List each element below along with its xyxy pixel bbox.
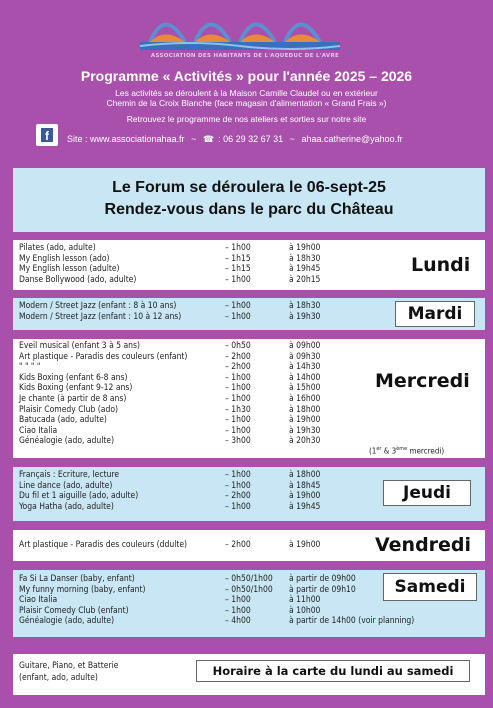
- location-line-1: Les activités se déroulent à la Maison Camille Claudel ou en extérieur: [115, 88, 378, 98]
- samedi-duration: – 4h00: [225, 616, 251, 627]
- day-label-mardi: Mardi: [395, 301, 475, 327]
- section-lundi: [13, 240, 485, 290]
- samedi-activity: Fa Si La Danser (baby, enfant): [19, 574, 135, 584]
- mercredi-duration: – 2h00: [225, 362, 251, 373]
- horaire-box: Horaire à la carte du lundi au samedi: [196, 660, 470, 682]
- mercredi-start-time: à 19h00: [289, 415, 321, 426]
- jeudi-duration: – 1h00: [225, 480, 251, 491]
- mercredi-activity: Plaisir Comedy Club (ado): [19, 404, 118, 415]
- lundi-activity: My English lesson (ado): [19, 253, 110, 264]
- mercredi-start-time: à 14h00: [289, 372, 321, 383]
- lundi-duration: – 1h00: [225, 243, 251, 253]
- mercredi-duration: – 1h00: [225, 372, 251, 383]
- mercredi-activity: Kids Boxing (enfant 9-12 ans): [19, 383, 133, 394]
- mercredi-duration: – 1h00: [225, 394, 251, 404]
- samedi-duration: – 0h50/1h00: [225, 574, 273, 584]
- vendredi-activity: Art plastique - Paradis des couleurs (ddulte): [19, 540, 188, 550]
- mercredi-start-time: à 20h30: [289, 436, 321, 447]
- jeudi-start-time: à 19h00: [289, 491, 321, 502]
- samedi-duration: – 0h50/1h00: [225, 584, 273, 595]
- jeudi-duration: – 1h00: [225, 470, 251, 480]
- lundi-start-time: à 19h00: [289, 243, 321, 253]
- day-label-vendredi: Vendredi: [375, 534, 472, 556]
- section-jeudi: [13, 467, 485, 521]
- mercredi-activity: Batucada (ado, adulte): [19, 415, 107, 426]
- samedi-duration: – 1h00: [225, 605, 251, 616]
- jeudi-duration: – 1h00: [225, 501, 251, 512]
- forum-location: Rendez-vous dans le parc du Château: [104, 201, 394, 218]
- samedi-activity: My funny morning (baby, enfant): [19, 584, 146, 595]
- lundi-activity: Danse Bollywood (ado, adulte): [19, 274, 137, 285]
- logo-caption: ASSOCIATION DES HABITANTS DE L'AQUEDUC DE L'AVRE: [150, 53, 340, 59]
- phone-icon: ☎: [202, 134, 215, 144]
- music-line-2: (enfant, ado, adulte): [19, 673, 98, 683]
- mercredi-activity: Art plastique - Paradis des couleurs (enfant): [19, 351, 188, 362]
- lundi-activity: My English lesson (adulte): [19, 264, 120, 275]
- website-invite: Retrouvez le programme de nos ateliers et sorties sur notre site: [126, 114, 367, 124]
- mercredi-duration: – 1h00: [225, 425, 251, 436]
- section-samedi: [13, 570, 485, 637]
- mercredi-duration: – 1h00: [225, 383, 251, 394]
- jeudi-activity: Du fil et 1 aiguille (ado, adulte): [19, 491, 139, 502]
- lundi-start-time: à 20h15: [289, 274, 321, 285]
- lundi-start-time: à 19h45: [289, 264, 321, 275]
- mercredi-activity: Ciao Italia: [19, 425, 58, 436]
- samedi-start-time: à partir de 09h10: [289, 584, 356, 595]
- forum-banner: [13, 168, 485, 232]
- mercredi-duration: – 2h00: [225, 351, 251, 362]
- section-vendredi: [13, 530, 485, 561]
- jeudi-activity: Yoga Hatha (ado, adulte): [19, 501, 114, 512]
- lundi-duration: – 1h15: [225, 253, 251, 264]
- day-label-lundi: Lundi: [411, 254, 471, 276]
- mardi-start-time: à 19h30: [289, 311, 321, 322]
- section-mardi: [13, 298, 485, 330]
- mardi-activity: Modern / Street Jazz (enfant : 10 à 12 ans): [19, 311, 182, 322]
- mercredi-activity: Je chante (à partir de 8 ans): [19, 394, 127, 404]
- mercredi-duration: – 1h00: [225, 415, 251, 426]
- mardi-activity: Modern / Street Jazz (enfant : 8 à 10 ans): [19, 301, 177, 311]
- mercredi-start-time: à 19h30: [289, 425, 321, 436]
- mercredi-start-time: à 09h00: [289, 341, 321, 351]
- vendredi-duration: – 2h00: [225, 540, 251, 550]
- facebook-icon[interactable]: f: [36, 124, 58, 146]
- association-logo: [140, 2, 350, 60]
- mercredi-note: (1er & 3ème mercredi): [369, 446, 445, 456]
- jeudi-activity: Français : Ecriture, lecture: [19, 470, 120, 480]
- samedi-duration: – 1h00: [225, 595, 251, 606]
- mercredi-activity: Généalogie (ado, adulte): [19, 436, 115, 447]
- samedi-start-time: à 10h00: [289, 605, 321, 616]
- jeudi-start-time: à 18h00: [289, 470, 321, 480]
- lundi-duration: – 1h00: [225, 274, 251, 285]
- jeudi-activity: Line dance (ado, adulte): [19, 480, 113, 491]
- lundi-start-time: à 18h30: [289, 253, 321, 264]
- samedi-activity: Plaisir Comedy Club (enfant): [19, 605, 129, 616]
- mardi-duration: – 1h00: [225, 301, 251, 311]
- section-mercredi: [13, 339, 485, 458]
- samedi-start-time: à partir de 14h00 (voir planning): [289, 616, 415, 627]
- jeudi-duration: – 2h00: [225, 491, 251, 502]
- mercredi-activity: Eveil musical (enfant 3 à 5 ans): [19, 341, 140, 351]
- section-music: [13, 654, 485, 695]
- samedi-activity: Généalogie (ado, adulte): [19, 616, 115, 627]
- lundi-duration: – 1h15: [225, 264, 251, 275]
- mercredi-start-time: à 16h00: [289, 394, 321, 404]
- program-title: Programme « Activités » pour l'année 2025 – 2026: [80, 68, 413, 84]
- email-link[interactable]: ahaa.catherine@yahoo.fr: [301, 134, 403, 144]
- site-link[interactable]: Site : www.associationahaa.fr: [67, 134, 185, 144]
- mardi-duration: – 1h00: [225, 311, 251, 322]
- phone-number: : 06 29 32 67 31: [218, 134, 284, 144]
- mercredi-activity: Kids Boxing (enfant 6-8 ans): [19, 372, 128, 383]
- day-label-jeudi: Jeudi: [383, 480, 471, 506]
- mercredi-start-time: à 18h00: [289, 404, 321, 415]
- mercredi-start-time: à 15h00: [289, 383, 321, 394]
- mardi-start-time: à 18h30: [289, 301, 321, 311]
- separator: ~: [289, 134, 295, 144]
- vendredi-start-time: à 19h00: [289, 540, 321, 550]
- mercredi-start-time: à 09h30: [289, 351, 321, 362]
- mercredi-duration: – 1h30: [225, 404, 251, 415]
- contact-line: [67, 134, 407, 145]
- mercredi-activity: " " " ": [19, 362, 41, 373]
- mercredi-duration: – 3h00: [225, 436, 251, 447]
- day-label-mercredi: Mercredi: [375, 370, 470, 392]
- music-line-1: Guitare, Piano, et Batterie: [19, 661, 119, 671]
- forum-date: Le Forum se déroulera le 06-sept-25: [112, 179, 386, 196]
- day-label-samedi: Samedi: [383, 573, 477, 601]
- jeudi-start-time: à 18h45: [289, 480, 321, 491]
- separator: ~: [191, 134, 197, 144]
- mercredi-duration: – 0h50: [225, 341, 251, 351]
- lundi-activity: Pilates (ado, adulte): [19, 243, 96, 253]
- samedi-start-time: à partir de 09h00: [289, 574, 356, 584]
- mercredi-start-time: à 14h30: [289, 362, 321, 373]
- jeudi-start-time: à 19h45: [289, 501, 321, 512]
- samedi-start-time: à 11h00: [289, 595, 321, 606]
- samedi-activity: Ciao Italia: [19, 595, 58, 606]
- location-line-2: Chemin de la Croix Blanche (face magasin d'alimentation « Grand Frais »): [106, 98, 387, 108]
